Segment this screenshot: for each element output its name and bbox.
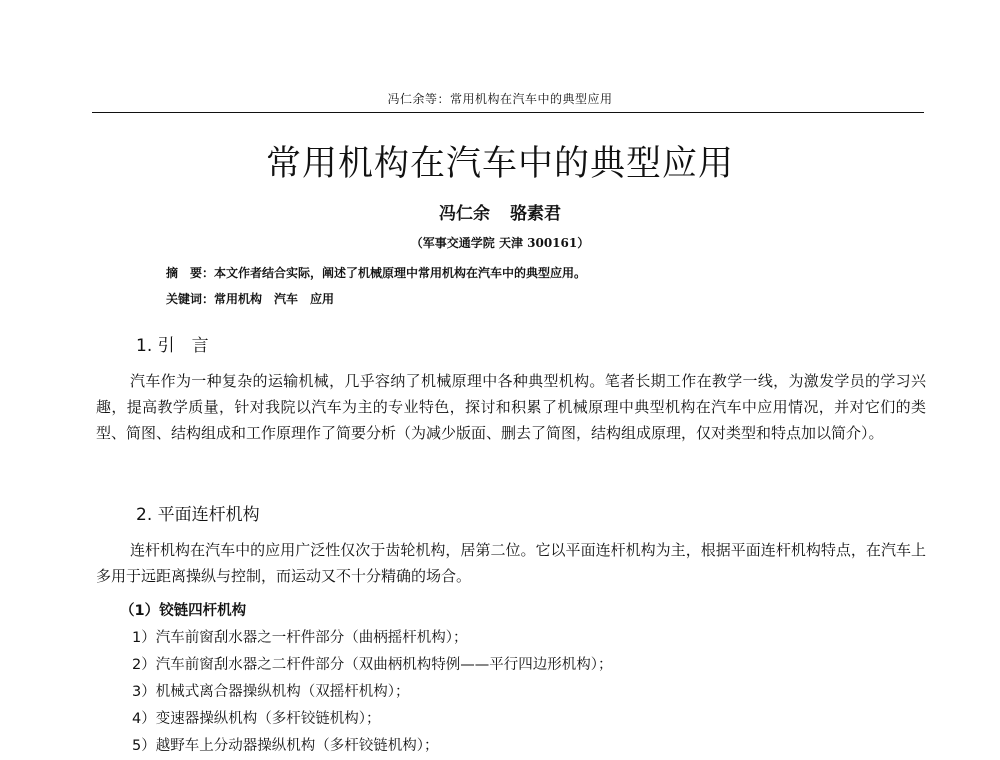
list-item: 3）机械式离合器操纵机构（双摇杆机构）； <box>132 684 410 700</box>
list-item: 2）汽车前窗刮水器之二杆件部分（双曲柄机构特例——平行四边形机构）； <box>132 657 613 673</box>
list-item: 1）汽车前窗刮水器之一杆件部分（曲柄摇杆机构）； <box>132 630 468 646</box>
section-paragraph-introduction: 汽车作为一种复杂的运输机械，几乎容纳了机械原理中各种典型机构。笔者长期工作在教学一线，为激发学员的学习兴趣，提高教学质量，针对我院以汽车为主的专业特色，探讨和积累了机械原理中典型机构在汽车中应用情况，并对它们的类型、简图、结构组成和工作原理作了简要分析（为减少版面、删去了简图，结构组成原理，仅对类型和特点加以简介）。 <box>96 372 926 442</box>
section-heading-linkage: 2. 平面连杆机构 <box>136 505 260 525</box>
header-rule <box>92 112 924 113</box>
keywords: 关键词：常用机构 汽车 应用 <box>166 292 335 306</box>
affiliation: （军事交通学院 天津 300161） <box>410 236 590 250</box>
running-header: 冯仁余等：常用机构在汽车中的典型应用 <box>387 92 613 106</box>
abstract: 摘 要：本文作者结合实际，阐述了机械原理中常用机构在汽车中的典型应用。 <box>166 266 587 280</box>
subheading-four-bar: （1）铰链四杆机构 <box>120 603 247 619</box>
list-item: 4）变速器操纵机构（多杆铰链机构）； <box>132 711 381 727</box>
list-item: 5）越野车上分动器操纵机构（多杆铰链机构）； <box>132 738 439 754</box>
section-paragraph-linkage: 连杆机构在汽车中的应用广泛性仅次于齿轮机构，居第二位。它以平面连杆机构为主，根据平面连杆机构特点，在汽车上多用于远距离操纵与控制，而运动又不十分精确的场合。 <box>96 541 926 585</box>
paper-title: 常用机构在汽车中的典型应用 <box>265 144 734 184</box>
section-heading-introduction: 1. 引 言 <box>136 336 209 356</box>
authors: 冯仁余 骆素君 <box>439 204 561 224</box>
